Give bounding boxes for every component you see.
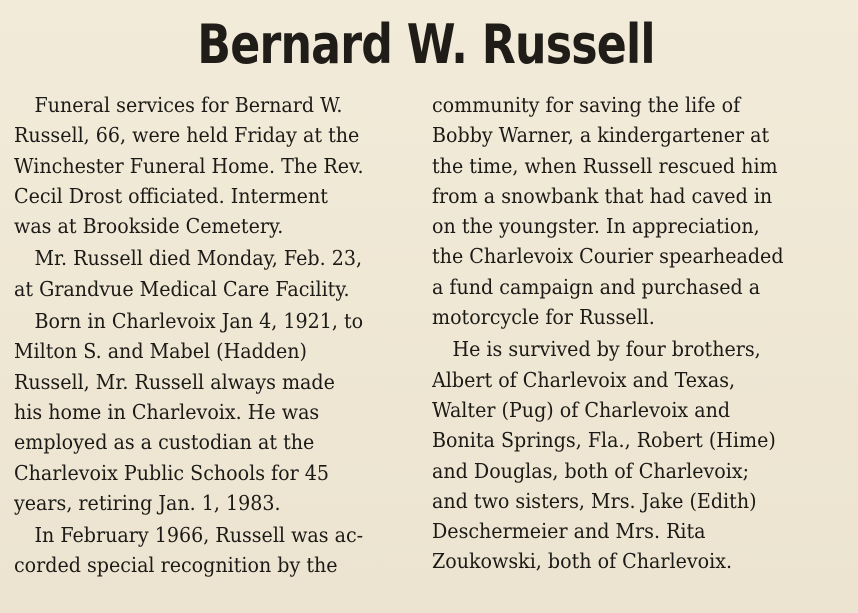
paragraph-rescue xyxy=(432,90,838,332)
text-line: employed as a custodian at the xyxy=(14,430,315,455)
obituary-headline: Bernard W. Russell xyxy=(197,13,655,76)
text-line: Mr. Russell died Monday, Feb. 23, xyxy=(34,246,363,271)
text-line: He is survived by four brothers, xyxy=(452,337,761,362)
text-line: his home in Charlevoix. He was xyxy=(14,399,320,424)
text-line: the Charlevoix Courier spearheaded xyxy=(432,244,784,269)
paragraph-biography xyxy=(14,306,406,518)
text-line: Milton S. and Mabel (Hadden) xyxy=(14,339,307,364)
text-line: at Grandvue Medical Care Facility. xyxy=(14,276,350,301)
text-line: Bonita Springs, Fla., Robert (Hime) xyxy=(432,428,776,453)
text-line: Russell, Mr. Russell always made xyxy=(14,369,335,394)
text-line: Russell, 66, were held Friday at the xyxy=(14,123,360,148)
text-line: and two sisters, Mrs. Jake (Edith) xyxy=(432,488,757,513)
text-line: Albert of Charlevoix and Texas, xyxy=(432,367,736,392)
text-line: Charlevoix Public Schools for 45 xyxy=(14,460,330,485)
left-column xyxy=(14,90,406,581)
text-line: community for saving the life of xyxy=(432,93,741,117)
text-line: Deschermeier and Mrs. Rita xyxy=(432,519,706,544)
text-line: a fund campaign and purchased a xyxy=(432,274,761,299)
paragraph-funeral-services xyxy=(14,90,406,241)
text-line: the time, when Russell rescued him xyxy=(432,153,778,178)
text-line: corded special recognition by the xyxy=(14,553,338,578)
text-line: Bobby Warner, a kindergartener at xyxy=(432,123,770,148)
paragraph-survivors xyxy=(432,334,838,576)
paragraph-death xyxy=(14,243,406,304)
right-column xyxy=(432,90,838,581)
article-columns xyxy=(14,90,838,581)
text-line: Winchester Funeral Home. The Rev. xyxy=(14,153,364,178)
text-line: Walter (Pug) of Charlevoix and xyxy=(432,397,731,422)
text-line: and Douglas, both of Charlevoix; xyxy=(432,458,750,483)
text-line: Born in Charlevoix Jan 4, 1921, to xyxy=(34,309,364,334)
text-line: motorcycle for Russell. xyxy=(432,305,655,330)
text-line: In February 1966, Russell was ac- xyxy=(34,523,364,548)
text-line: from a snowbank that had caved in xyxy=(432,183,773,208)
text-line: Zoukowski, both of Charlevoix. xyxy=(432,549,733,574)
text-line: on the youngster. In appreciation, xyxy=(432,214,760,239)
text-line: years, retiring Jan. 1, 1983. xyxy=(14,490,281,515)
text-line: Funeral services for Bernard W. xyxy=(34,93,343,117)
text-line: was at Brookside Cemetery. xyxy=(14,214,284,239)
text-line: Cecil Drost officiated. Interment xyxy=(14,183,328,208)
paragraph-recognition xyxy=(14,520,406,581)
